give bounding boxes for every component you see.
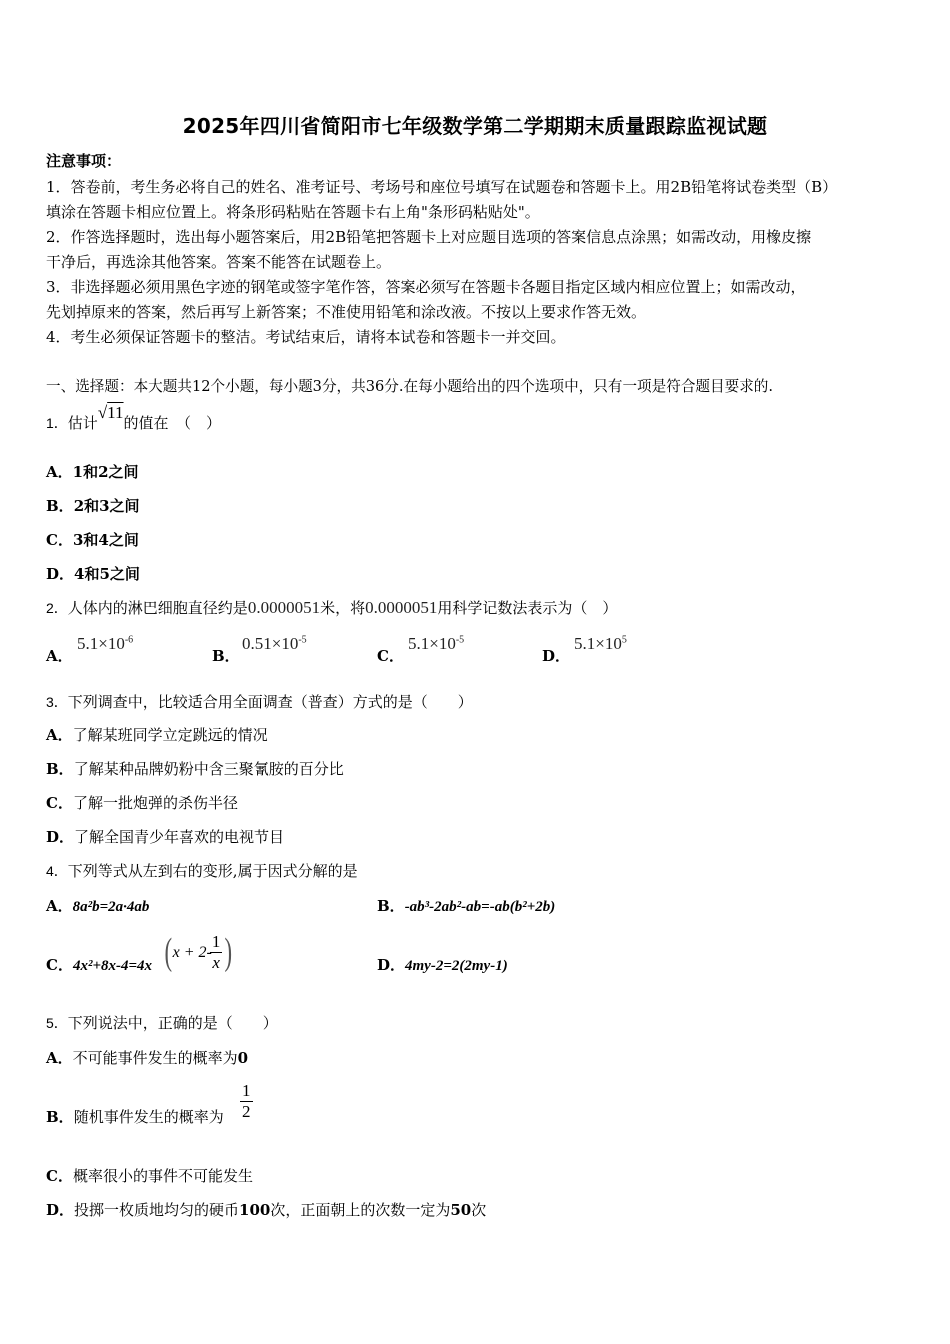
option-b[interactable]: B． — [212, 647, 240, 665]
option-b[interactable]: B．2和3之间 — [46, 497, 140, 515]
option-c[interactable]: C．3和4之间 — [46, 531, 139, 549]
option-c[interactable]: C．概率很小的事件不可能发生 — [46, 1167, 253, 1185]
option-b-fraction: $\frac{1}{2}$ — [242, 1081, 251, 1121]
notice-heading: 注意事项： — [46, 152, 122, 170]
section-heading: 一、选择题：本大题共12个小题，每小题3分，共36分.在每小题给出的四个选项中，只有一项是符合题目要求的. — [46, 378, 774, 395]
question-number: 1． — [46, 415, 68, 431]
option-d[interactable]: D．4和5之间 — [46, 565, 140, 583]
option-a[interactable]: A．了解某班同学立定跳远的情况 — [46, 726, 268, 744]
option-b[interactable]: B．-ab³-2ab²-ab=-ab(b²+2b) — [377, 897, 556, 915]
question-3: 3．下列调查中，比较适合用全面调查（普查）方式的是（ ） — [46, 693, 473, 711]
notice-line: 4．考生必须保证答题卡的整洁。考试结束后，请将本试卷和答题卡一并交回。 — [46, 328, 566, 346]
question-5: 5．下列说法中，正确的是（ ） — [46, 1014, 278, 1032]
notice-line: 2．作答选择题时，选出每小题答案后，用2B铅笔把答题卡上对应题目选项的答案信息点涂黑；如需改动，用橡皮擦 — [46, 228, 812, 246]
option-d[interactable]: D．投掷一枚质地均匀的硬币100次，正面朝上的次数一定为50次 — [46, 1201, 487, 1219]
option-b-value: $0.51\times 10^{-5}$ — [242, 634, 307, 653]
option-c-value: $5.1\times 10^{-5}$ — [408, 634, 465, 653]
page-title: 2025年四川省简阳市七年级数学第二学期期末质量跟踪监视试题 — [182, 114, 768, 138]
option-a[interactable]: A．1和2之间 — [46, 463, 139, 481]
question-1 — [46, 403, 222, 433]
option-d[interactable]: D． — [542, 647, 571, 665]
option-d[interactable]: D．了解全国青少年喜欢的电视节目 — [46, 828, 285, 846]
option-a[interactable]: A． — [46, 647, 73, 665]
option-c-paren-expression: (x + 2- $\frac{1}{x}$ ) — [164, 931, 233, 973]
option-a-value: $5.1\times 10^{-6}$ — [77, 634, 134, 653]
option-d-value: $5.1\times 10^5$ — [574, 634, 627, 653]
option-d[interactable]: D．4my-2=2(2my-1) — [377, 956, 508, 974]
option-c[interactable]: C．4x²+8x-4=4x — [46, 956, 153, 974]
sqrt-expression: √11 — [97, 403, 124, 422]
question-number: 2． — [46, 600, 68, 616]
question-2: 2．人体内的淋巴细胞直径约是0.0000051米，将0.0000051用科学记数法表示为（ ） — [46, 598, 618, 617]
notice-line: 3．非选择题必须用黑色字迹的钢笔或签字笔作答，答案必须写在答题卡各题目指定区域内相应位置上；如需改动， — [46, 278, 806, 296]
question-text: 的值在 （ ） — [123, 414, 222, 432]
notice-line: 填涂在答题卡相应位置上。将条形码粘贴在答题卡右上角"条形码粘贴处"。 — [46, 203, 540, 221]
notice-line: 干净后，再选涂其他答案。答案不能答在试题卷上。 — [46, 253, 392, 271]
question-text: 估计 — [67, 414, 98, 432]
value: 0.0000051 — [247, 598, 321, 617]
option-c[interactable]: C．了解一批炮弹的杀伤半径 — [46, 794, 238, 812]
option-b[interactable]: B．了解某种品牌奶粉中含三聚氰胺的百分比 — [46, 760, 344, 778]
option-a[interactable]: A．8a²b=2a·4ab — [46, 897, 150, 915]
question-4: 4．下列等式从左到右的变形,属于因式分解的是 — [46, 862, 358, 880]
notice-line: 先划掉原来的答案，然后再写上新答案；不准使用铅笔和涂改液。不按以上要求作答无效。 — [46, 303, 647, 321]
value: 0.0000051 — [365, 598, 438, 617]
option-a[interactable]: A．不可能事件发生的概率为0 — [46, 1049, 249, 1067]
option-c[interactable]: C． — [377, 647, 404, 665]
option-b[interactable]: B．随机事件发生的概率为 — [46, 1108, 224, 1126]
notice-line: 1．答卷前，考生务必将自己的姓名、准考证号、考场号和座位号填写在试题卷和答题卡上。用2B铅笔将试卷类型（B） — [46, 178, 838, 196]
